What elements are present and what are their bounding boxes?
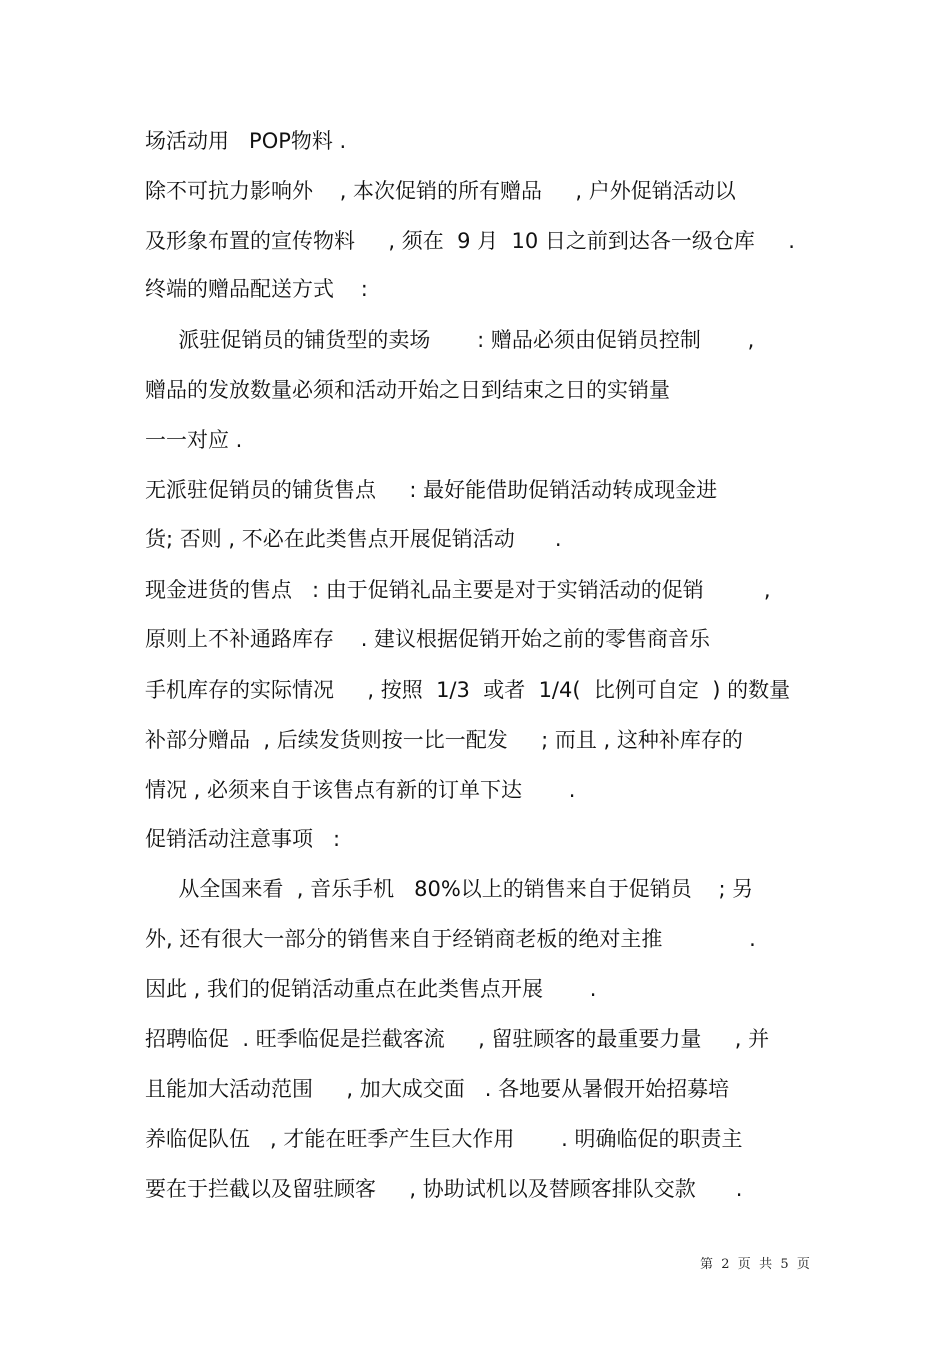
paragraph-line: 手机库存的实际情况 , 按照 1/3 或者 1/4( 比例可自定 ) 的数量: [145, 678, 791, 702]
paragraph-line: 及形象布置的宣传物料 , 须在 9 月 10 日之前到达各一级仓库 .: [145, 229, 795, 253]
paragraph-line: 现金进货的售点 : 由于促销礼品主要是对于实销活动的促销 ,: [145, 578, 771, 602]
paragraph-line: 除不可抗力影响外 , 本次促销的所有赠品 , 户外促销活动以: [145, 179, 736, 203]
section-heading: 终端的赠品配送方式 :: [145, 277, 368, 301]
paragraph-line: 养临促队伍 , 才能在旺季产生巨大作用 . 明确临促的职责主: [145, 1127, 743, 1151]
page-number-footer: 第 2 页 共 5 页: [700, 1257, 810, 1272]
paragraph-line: 招聘临促 . 旺季临促是拦截客流 , 留驻顾客的最重要力量 , 并: [145, 1027, 770, 1051]
paragraph-line: 要在于拦截以及留驻顾客 , 协助试机以及替顾客排队交款 .: [145, 1177, 743, 1201]
paragraph-line: 货; 否则 , 不必在此类售点开展促销活动 .: [145, 527, 562, 551]
paragraph-line: 情况 , 必须来自于该售点有新的订单下达 .: [145, 778, 576, 802]
paragraph-line: 原则上不补通路库存 . 建议根据促销开始之前的零售商音乐: [145, 627, 711, 651]
paragraph-line: 无派驻促销员的铺货售点 : 最好能借助促销活动转成现金进: [145, 478, 718, 502]
paragraph-line: 补部分赠品 , 后续发货则按一比一配发 ; 而且 , 这种补库存的: [145, 728, 743, 752]
paragraph-line: 派驻促销员的铺货型的卖场 : 赠品必须由促销员控制 ,: [145, 328, 755, 352]
paragraph-line: 场活动用 POP物料 .: [145, 129, 347, 153]
paragraph-line: 从全国来看 , 音乐手机 80%以上的销售来自于促销员 ; 另: [145, 877, 754, 901]
paragraph-line: 一一对应 .: [145, 428, 243, 452]
paragraph-line: 因此 , 我们的促销活动重点在此类售点开展 .: [145, 977, 597, 1001]
paragraph-line: 外, 还有很大一部分的销售来自于经销商老板的绝对主推 .: [145, 927, 756, 951]
paragraph-line: 且能加大活动范围 , 加大成交面 . 各地要从暑假开始招募培: [145, 1077, 730, 1101]
section-heading: 促销活动注意事项 :: [145, 827, 341, 851]
paragraph-line: 赠品的发放数量必须和活动开始之日到结束之日的实销量: [145, 378, 670, 402]
